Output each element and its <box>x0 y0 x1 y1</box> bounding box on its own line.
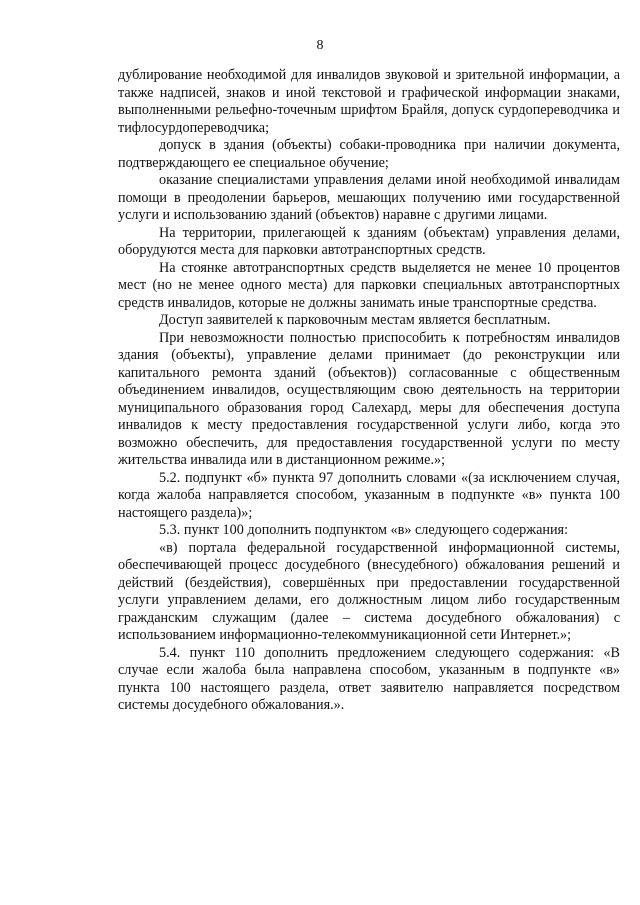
paragraph-subitem-v: «в) портала федеральной государственной информационной системы, обеспечивающей процесс досудебного (внесудебного) обжалования решений и действий (бездействия), совершённых при предоставлении государственной услуги управлением делами, его должностным лицом либо государственным гражданским служащим (далее – система досудебного обжалования) с использованием информационно-телекоммуникационной сети Интернет.»; <box>118 539 620 643</box>
page-number: 8 <box>316 38 324 53</box>
document-body <box>118 67 620 715</box>
paragraph-amendment-5-2: 5.2. подпункт «б» пункта 97 дополнить словами «(за исключением случая, когда жалоба направляется способом, указанным в подпункте «в» пункта 100 настоящего раздела)»; <box>118 469 620 521</box>
paragraph-amendment-5-3: 5.3. пункт 100 дополнить подпунктом «в» следующего содержания: <box>159 522 569 538</box>
paragraph-parking-quota: На стоянке автотранспортных средств выделяется не менее 10 процентов мест (но не менее одного места) для парковки специальных автотранспортных средств инвалидов, которые не должны занимать иные транспортные средства. <box>118 259 620 311</box>
paragraph-parking-territory: На территории, прилегающей к зданиям (объектам) управления делами, оборудуются места для парковки автотранспортных средств. <box>118 224 620 258</box>
paragraph-accessibility-measures: При невозможности полностью приспособить к потребностям инвалидов здания (объекты), управление делами принимает (до реконструкции или капитального ремонта зданий (объектов)) согласованные с общественным объединением инвалидов, осуществляющим свою деятельность на территории муниципального образования город Салехард, меры для обеспечения доступа инвалидов к месту предоставления государственной услуги либо, когда это возможно обеспечить, для предоставления государственной услуги по месту жительства инвалида или в дистанционном режиме.»; <box>118 329 620 468</box>
paragraph-parking-free: Доступ заявителей к парковочным местам является бесплатным. <box>159 312 551 328</box>
paragraph-amendment-5-4: 5.4. пункт 110 дополнить предложением следующего содержания: «В случае если жалоба была направлена способом, указанным в подпункте «в» пункта 100 настоящего раздела, ответ заявителю направляется посредством системы досудебного обжалования.». <box>118 644 620 713</box>
paragraph-duplication: дублирование необходимой для инвалидов звуковой и зрительной информации, а также надписей, знаков и иной текстовой и графической информации знаками, выполненными рельефно-точечным шрифтом Брайля, допуск сурдопереводчика и тифлосурдопереводчика; <box>118 67 620 136</box>
paragraph-guide-dog: допуск в здания (объекты) собаки-проводника при наличии документа, подтверждающего ее специальное обучение; <box>118 137 620 171</box>
paragraph-assistance: оказание специалистами управления делами иной необходимой инвалидам помощи в преодолении барьеров, мешающих получению ими государственной услуги и использованию зданий (объектов) наравне с другими лицами. <box>118 172 620 223</box>
